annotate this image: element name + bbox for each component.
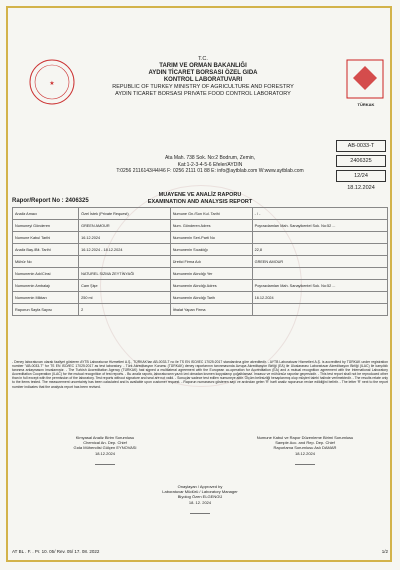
address-line-1: Ata Mah. 738 Sok. No:2 Bodrum, Zemin, bbox=[164, 155, 256, 161]
note-text: - AYTB Laboratuvar Hizmetleri A.Ş. is accredited by TÜRKAK under registration number "AB-0033-T" for TS EN ISO/IEC 17025:2017 as test laboratory. bbox=[12, 360, 388, 369]
cell-label: Üretici Firma Adı bbox=[170, 256, 252, 268]
table-row bbox=[13, 268, 388, 280]
cell-value: 16.12.2024 bbox=[252, 292, 387, 304]
header-line-4: KONTROL LABORATUVARI bbox=[163, 77, 243, 83]
table-row bbox=[13, 256, 388, 268]
header-line-5: REPUBLIC OF TURKEY MINISTRY OF AGRICULTURE AND FORESTRY bbox=[112, 84, 294, 90]
cell-label: İthalat Yapan Firma bbox=[170, 304, 252, 316]
cell-label: Numunenin Miktarı bbox=[13, 292, 79, 304]
address-line-2: Kat:1-2-3-4-5-6 Efeler/AYDIN bbox=[177, 161, 243, 168]
report-meta bbox=[336, 140, 386, 191]
lab-address bbox=[90, 155, 330, 175]
note-text: - This test report shall not be reproduced other than in full except with the permission of the laboratory. Test reports without signature and seal are not valid. bbox=[12, 372, 389, 381]
cell-value: Poyrazdamları Mah. Sanayikentel Sok. No:52 ... bbox=[252, 280, 387, 292]
page-footer bbox=[12, 549, 388, 554]
cell-label: Numunenin Seri-Parti No bbox=[170, 232, 252, 244]
cell-label: Numunenin Alındığı Yer bbox=[170, 268, 252, 280]
doc-number: AB-0033-T bbox=[336, 140, 386, 152]
cell-value: 16.12.2024 bbox=[79, 232, 171, 244]
table-row bbox=[13, 280, 388, 292]
cell-value: GREEN AMOUR bbox=[252, 256, 387, 268]
cell-label: Mühür No bbox=[13, 256, 79, 268]
cell-value: 22,8 bbox=[252, 244, 387, 256]
header-line-3: AYDIN TİCARET BORSASI ÖZEL GIDA bbox=[148, 70, 258, 76]
signature-date: 18.12.2024 bbox=[294, 450, 316, 456]
signature-sample-chief bbox=[230, 435, 380, 465]
title-en: EXAMINATION AND ANALYSIS REPORT bbox=[147, 199, 253, 205]
signature-title-en: Chemical An. Dep. Chief bbox=[83, 440, 127, 446]
header-line-6: AYDIN TICARET BORSASI PRIVATE FOOD CONTROL LABORATORY bbox=[115, 91, 291, 97]
title-tr: MUAYENE VE ANALİZ RAPORU bbox=[158, 192, 242, 198]
table-row bbox=[13, 244, 388, 256]
note-text: - Deney laboratuvarı olarak faaliyet gösteren AYTB Laboratuvar Hizmetleri A.Ş., TÜRKAK'tan AB-0033-T no ile TS EN ISO/IEC 17025:2017 standardına göre akreditedir. bbox=[12, 360, 267, 364]
accreditation-notes bbox=[12, 360, 388, 389]
table-row bbox=[13, 232, 388, 244]
cell-label: Num. Gönderen Adres bbox=[170, 220, 252, 232]
sample-info-table bbox=[12, 207, 388, 316]
form-code: AT BL . F. . Pr. 10. 05/ Rev. 05/ 17. 08. 2022 bbox=[12, 549, 100, 554]
cell-label: Analiz Amacı bbox=[13, 208, 79, 220]
signature-approver bbox=[140, 484, 260, 514]
cell-value bbox=[252, 268, 387, 280]
signature-mark bbox=[295, 458, 315, 465]
cell-label: Numune Gn./Son Kul. Tarihi bbox=[170, 208, 252, 220]
signature-title-en: Sample Acc. and Rep. Dep. Chief bbox=[275, 440, 335, 446]
cell-value: 250 ml bbox=[79, 292, 171, 304]
note-text: - Bu analiz raporu, laboratuvarın yazılı izni olmadan kısmen kopyalanıp çoğaltılamaz. İmzasız ve mühürsüz raporlar geçersizdir. bbox=[125, 372, 317, 377]
cell-label: Numunenin Sıcaklığı bbox=[170, 244, 252, 256]
cell-value: Cam Şişe bbox=[79, 280, 171, 292]
signature-date: 18. 12. 2024 bbox=[188, 499, 212, 505]
address-line-3: T:0256 2116143/44/46 F: 0256 2111 01 88 E: info@aytblab.com W:www.aytblab.com bbox=[116, 168, 304, 174]
table-row bbox=[13, 292, 388, 304]
signature-chemical-chief bbox=[40, 435, 170, 465]
svg-text:★: ★ bbox=[49, 81, 55, 87]
signature-name: Gıda Mühendisi Gülçen EYNOVASI bbox=[73, 445, 137, 451]
note-text: - Sonuçlar sadece test edilen numuneye aittir. Ölçüm belirsizliği hesaplanmış olup müşteri talebi halinde verilmektedir. bbox=[175, 376, 352, 381]
signature-name: Biyolog Özen ELGENGÜ bbox=[177, 494, 223, 500]
cell-value bbox=[79, 256, 171, 268]
report-date: 18.12.2024 bbox=[347, 185, 375, 191]
signature-title: Kimyasal Analiz Birim Sorumlusu bbox=[75, 435, 135, 440]
note-text: - The results relate only to the items tested. The measurement uncertainty has been calculated and is available upon customer request. bbox=[12, 376, 389, 385]
note-text: - Türk Akreditasyon Kurumu (TÜRKAK) deney raporlarının tanınmasında Avrupa Akreditasyon Birliği (EA) ile Uluslararası Laboratuvar Akreditasyon Birliği (ILAC) ile karşılıklı tanınma anlaşmasını imzalamıştır. bbox=[12, 364, 388, 373]
cell-label: Numunenin Ambalajı bbox=[13, 280, 79, 292]
header-line-1: T.C. bbox=[198, 56, 208, 62]
signature-date: 18.12.2024 bbox=[94, 450, 116, 456]
cell-label: Numunenin Adı/Cinsi bbox=[13, 268, 79, 280]
cell-value: Poyrazdamları Mah. Sanayikentel Sok. No:52 ... bbox=[252, 220, 387, 232]
cell-value: NATUREL SIZMA ZEYTİNYAĞI bbox=[79, 268, 171, 280]
ministry-seal-icon bbox=[28, 58, 76, 106]
cell-label: Raporun Sayfa Sayısı bbox=[13, 304, 79, 316]
turkak-logo-icon bbox=[345, 58, 385, 100]
institution-header bbox=[78, 56, 328, 98]
signature-title-en: Laboratuvar Müdürü / Laboratory Manager bbox=[162, 489, 238, 495]
table-row bbox=[13, 220, 388, 232]
cell-value: - / - bbox=[252, 208, 387, 220]
cell-label: Numune Kabul Tarihi bbox=[13, 232, 79, 244]
signature-title: Numune Kabul ve Rapor Düzenleme Birimi Sorumlusu bbox=[256, 435, 354, 440]
header-line-2: TARIM VE ORMAN BAKANLIĞI bbox=[159, 63, 247, 69]
signature-title: Onaylayan / Approved by bbox=[177, 484, 223, 489]
cell-value: 2 bbox=[79, 304, 171, 316]
cell-value bbox=[252, 304, 387, 316]
cell-label: Analiz Baş./Bit. Tarihi bbox=[13, 244, 79, 256]
signature-mark bbox=[95, 458, 115, 465]
note-text: - Raporun numarasını gösteren sayı ve ardından gelen 'R' harfi analiz raporunun revize edildiğini belirtir. bbox=[181, 380, 339, 385]
cell-label: Numunenin Alındığı Adres bbox=[170, 280, 252, 292]
report-number-label: Rapor/Report No : 2406325 bbox=[12, 198, 89, 204]
cell-label: Numunenin Alındığı Tarih bbox=[170, 292, 252, 304]
table-row bbox=[13, 208, 388, 220]
report-number-box: 2406325 bbox=[336, 155, 386, 167]
report-month: 12/24 bbox=[336, 170, 386, 182]
turkak-label: TÜRKAK bbox=[357, 102, 375, 107]
cell-value: GREEN AMOUR bbox=[79, 220, 171, 232]
cell-value: 16.12.2024 - 18.12.2024 bbox=[79, 244, 171, 256]
note-text: - The letter 'R' next to the report number indicates that the analysis report has been revised. bbox=[12, 380, 389, 389]
note-text: - The Turkish Accreditation Agency (TÜRKAK) has signed a multilateral agreement with the European co-operation for Accreditation (EA) and a mutual recognition agreement with the International Laboratory Accreditation Cooperation (ILAC) for the mutual recognition of test reports. bbox=[12, 368, 388, 377]
signature-mark bbox=[190, 507, 210, 514]
report-title bbox=[100, 192, 300, 206]
signature-name: Raporlama Sorumlusu Aslı DAMAR bbox=[273, 445, 337, 451]
table-row bbox=[13, 304, 388, 316]
page-number: 1/2 bbox=[381, 549, 388, 554]
cell-value bbox=[252, 232, 387, 244]
cell-label: Numuneyi Gönderen bbox=[13, 220, 79, 232]
cell-value: Özel İstek (Private Request) bbox=[79, 208, 171, 220]
